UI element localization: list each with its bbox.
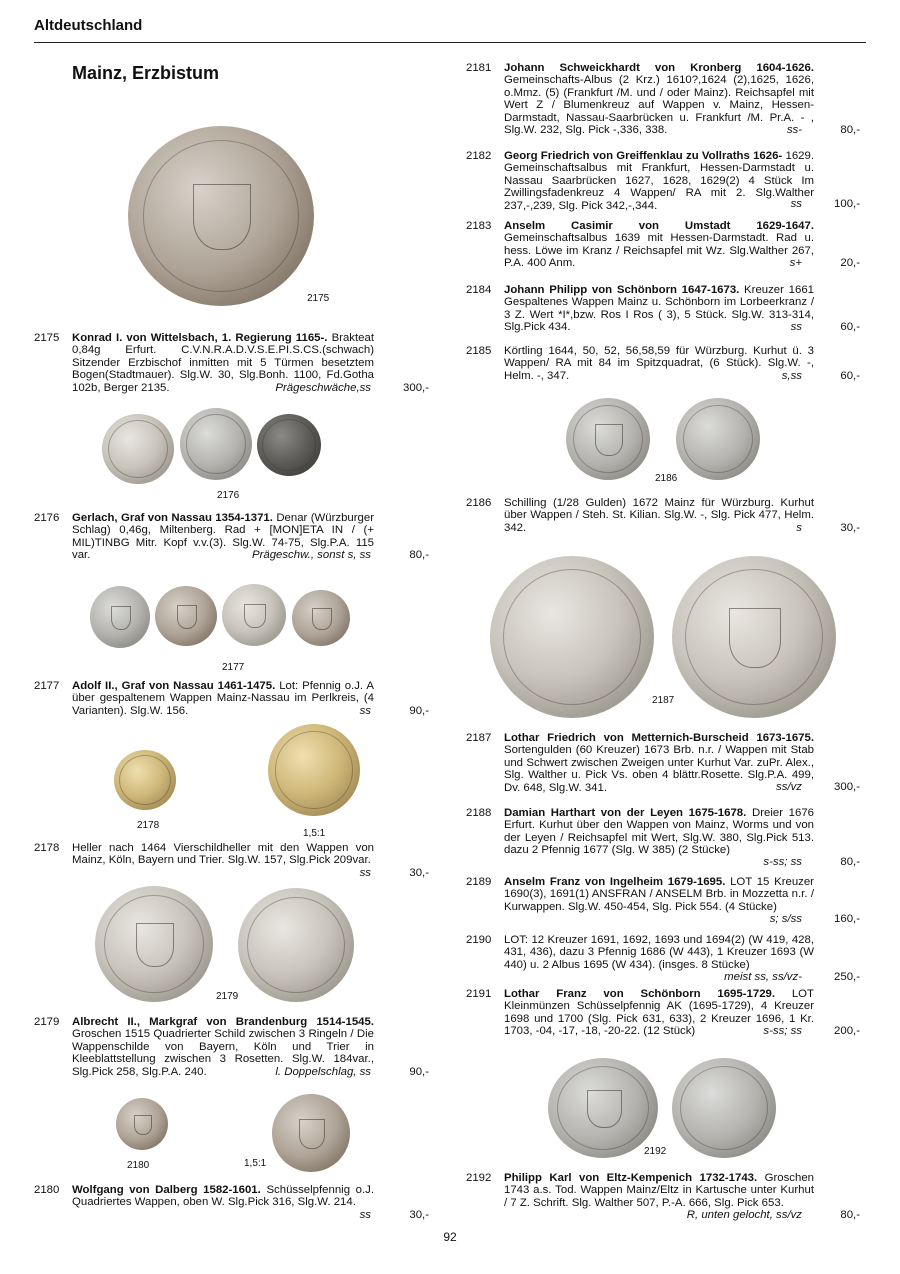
lot-ruler: Albrecht II., Markgraf von Brandenburg 1514-1545.	[72, 1016, 374, 1028]
lot-price: 80,-	[840, 856, 860, 868]
lot-number: 2189	[466, 876, 492, 888]
lot-ruler: Konrad I. von Wittelsbach, 1. Regierung 1165-.	[72, 332, 328, 344]
lot-description: Körtling 1644, 50, 52, 56,58,59 für Würzburg. Kurhut ü. 3 Wappen/ RA mit 84 im Spitzquadrat, (6 Stück). Slg.W. -, Helm. -, 347.	[504, 345, 814, 382]
lot-condition: ss	[359, 1209, 371, 1221]
lot-condition: ss	[359, 705, 371, 717]
lot-2187	[466, 732, 860, 797]
lot-number: 2177	[34, 680, 60, 692]
lot-price: 200,-	[834, 1025, 860, 1037]
lot-price: 30,-	[409, 1209, 429, 1221]
lot-ruler: Lothar Friedrich von Metternich-Burscheid 1673-1675.	[504, 732, 814, 744]
lot-description: Gemeinschaftsalbus 1639 mit Hessen-Darmstadt. Rad u. hess. Löwe im Kranz / Reichsapfel mit Wz. Slg.Walther 267, P.A. 400 Anm.	[504, 232, 814, 270]
lot-description: LOT 15 Kreuzer 1690(3), 1691(1) ANSFRAN / ANSELM Brb. in Mozzetta n.r. / Kurwappen. Slg.W. 450-454, Slg. Pick 554. (4 Stücke)	[504, 876, 814, 913]
lot-2188	[466, 807, 860, 872]
lot-2185	[466, 345, 860, 385]
lot-number: 2180	[34, 1184, 60, 1196]
lot-description: Schilling (1/28 Gulden) 1672 Mainz für Würzburg. Kurhut über Wappen / Steh. St. Kilian. Slg.W. -, Slg. Pick 477, Helm. 342.	[504, 497, 814, 534]
lot-2180	[34, 1184, 429, 1224]
lot-description: Brakteat 0,84g Erfurt. C.V.N.R.A.D.V.S.E.PI.S.CS.(schwach) Sitzender Erzbischof inmitten mit 5 Türmen besetztem Bogen(Stadtmauer). Slg.W. 30, Slg.Bonh. 1100, Fd.Gotha 102b, Berger 2135.	[72, 332, 374, 394]
lot-2176	[34, 512, 429, 564]
lot-description: Lot: Pfennig o.J. A über gespaltenem Wappen Mainz-Nassau im Perlkreis, (4 Varianten). Slg.W. 156.	[72, 680, 374, 717]
lot-number: 2187	[466, 732, 492, 744]
photo-caption-2177: 2177	[222, 662, 245, 673]
coin-image-2177-c	[222, 584, 286, 646]
lot-condition: s	[796, 522, 802, 534]
lot-ruler: Philipp Karl von Eltz-Kempenich 1732-1743.	[504, 1172, 758, 1184]
lot-condition: meist ss, ss/vz-	[724, 971, 802, 983]
lot-price: 90,-	[409, 1066, 429, 1078]
lot-price: 80,-	[409, 549, 429, 561]
lot-2181	[466, 62, 860, 139]
lot-2177	[34, 680, 429, 720]
photo-caption-2178: 2178	[137, 820, 160, 831]
lot-2182	[466, 150, 860, 215]
lot-2192	[466, 1172, 860, 1224]
lot-description: LOT Kleinmünzen Schüsselpfennig AK (1695-1729), 4 Kreuzer 1698 und 1700 (Slg. Pick 631, 633), 2 Kreuzer 1696, 1 Kr. 1703, -04, -17, -18, -20-22. (12 Stück)	[504, 988, 814, 1038]
coin-image-2187-obverse	[490, 556, 654, 718]
coin-image-2186-reverse	[676, 398, 760, 480]
photo-caption-2176: 2176	[217, 490, 240, 501]
lot-condition: l. Doppelschlag, ss	[275, 1066, 371, 1078]
lot-price: 90,-	[409, 705, 429, 717]
lot-description: Dreier 1676 Erfurt. Kurhut über den Wappen von Mainz, Worms und von der Leyen / Reichsapfel mit Wert, Slg.W. 380, Slg.Pick 513. dazu 2 Pfennig 1677 (Slg. W 385) (2 Stücke)	[504, 807, 814, 857]
lot-description: LOT: 12 Kreuzer 1691, 1692, 1693 und 1694(2) (W 419, 428, 431, 436), dazu 3 Pfennig 1686 (W 443), 1 Kreuzer 1693 (W 440) u. 2 Albus 1695 (W 434). (insges. 8 Stücke)	[504, 934, 814, 971]
lot-condition: Prägeschwäche,ss	[275, 382, 371, 394]
lot-number: 2190	[466, 934, 492, 946]
photo-caption-2179: 2179	[216, 991, 239, 1002]
lot-number: 2175	[34, 332, 60, 344]
lot-price: 300,-	[834, 781, 860, 793]
lot-price: 300,-	[403, 382, 429, 394]
lot-number: 2181	[466, 62, 492, 74]
lot-2183	[466, 220, 860, 272]
lot-2179	[34, 1016, 429, 1081]
coin-image-2192-reverse	[672, 1058, 776, 1158]
coin-image-2179-reverse	[238, 888, 354, 1002]
lot-description: Gemeinschafts-Albus (2 Krz.) 1610?,1624 (2),1625, 1626, o.Mmz. (5) (Frankfurt /M. und / oder Mainz). Reichsapfel mit Wert Z / Blumenkreuz auf Wappen v. Mainz, Hessen-Darmstadt, Nassau-Saarbrücken u. Frankfurt /M. Pr.A. - , Slg.W. 232, Slg. Pick -,336, 338.	[504, 74, 814, 137]
lot-condition: ss-	[786, 124, 802, 136]
coin-image-2175	[128, 126, 314, 306]
lot-2191	[466, 988, 860, 1040]
lot-ruler: Anselm Casimir von Umstadt 1629-1647.	[504, 220, 814, 232]
lot-ruler: Lothar Franz von Schönborn 1695-1729.	[504, 988, 776, 1000]
lot-number: 2176	[34, 512, 60, 524]
lot-description: Schüsselpfennig o.J. Quadriertes Wappen, oben W. Slg.Pick 316, Slg.W. 214.	[72, 1184, 374, 1209]
photo-caption-2186: 2186	[655, 473, 678, 484]
lot-condition: s; s/ss	[769, 913, 802, 925]
lot-ruler: Damian Harthart von der Leyen 1675-1678.	[504, 807, 747, 819]
lot-ruler: Adolf II., Graf von Nassau 1461-1475.	[72, 680, 276, 692]
lot-number: 2179	[34, 1016, 60, 1028]
lot-price: 60,-	[840, 321, 860, 333]
lot-condition: Prägeschw., sonst s, ss	[251, 549, 371, 561]
lot-number: 2183	[466, 220, 492, 232]
photo-scale-2178: 1,5:1	[303, 828, 326, 839]
lot-ruler: Georg Friedrich von Greiffenklau zu Vollraths 1626-	[504, 150, 783, 162]
coin-image-2180-large	[272, 1094, 350, 1172]
lot-number: 2188	[466, 807, 492, 819]
lot-price: 80,-	[840, 1209, 860, 1221]
lot-price: 160,-	[834, 913, 860, 925]
lot-description: Denar (Würzburger Schlag) 0,46g, Miltenberg. Rad + [MON]ETA IN / (+ MIL)TINBG Mitr. Kopf v.v.(3). Slg.W. 74-75, Slg.P.A. 115 var.	[72, 512, 375, 562]
coin-image-2176-b	[180, 408, 252, 480]
photo-caption-2187: 2187	[652, 695, 675, 706]
lot-2184	[466, 284, 860, 336]
coin-image-2176-c	[257, 414, 321, 476]
coin-image-2177-b	[155, 586, 217, 646]
lot-condition: R, unten gelocht, ss/vz	[686, 1209, 802, 1221]
lot-2175	[34, 332, 429, 397]
lot-2190	[466, 934, 860, 986]
lot-condition: ss	[359, 867, 371, 879]
coin-image-2192-obverse	[548, 1058, 658, 1158]
lot-price: 20,-	[840, 257, 860, 269]
lot-price: 30,-	[409, 867, 429, 879]
region-header: Altdeutschland	[34, 17, 143, 34]
lot-description: Heller nach 1464 Vierschildheller mit den Wappen von Mainz, Köln, Bayern und Trier. Slg.W. 157, Slg.Pick 209var.	[72, 842, 374, 867]
lot-description: Sortengulden (60 Kreuzer) 1673 Brb. n.r. / Wappen mit Stab und Schwert zwischen Zweigen unter Kurhut Var. zuPr. Alex., Slg. Walther u. Pick Vs. oben 4 blättr.Rosette. Slg.P.A. 499, Dv. 648, Slg.W. 341.	[504, 744, 814, 794]
coin-image-2187-reverse	[672, 556, 836, 718]
photo-caption-2175: 2175	[307, 293, 330, 304]
lot-number: 2191	[466, 988, 492, 1000]
lot-condition: s,ss	[781, 370, 802, 382]
lot-ruler: Gerlach, Graf von Nassau 1354-1371.	[72, 512, 273, 524]
lot-description: 1629. Gemeinschaftsalbus mit Frankfurt, Hessen-Darmstadt u. Nassau Saarbrücken 1627, 1628, 1629(2) 4 Stück Im Zwillingsfadenkreuz 4 Wappen/ RA mit 2. Slg.Walther 237,-,239, Slg. Pick 342,-,344.	[504, 150, 814, 212]
lot-number: 2192	[466, 1172, 492, 1184]
photo-caption-2192: 2192	[644, 1146, 667, 1157]
lot-number: 2185	[466, 345, 492, 357]
lot-price: 60,-	[840, 370, 860, 382]
lot-number: 2178	[34, 842, 60, 854]
section-title: Mainz, Erzbistum	[72, 63, 220, 83]
photo-scale-2180: 1,5:1	[244, 1158, 267, 1169]
lot-price: 80,-	[840, 124, 860, 136]
lot-condition: ss/vz	[776, 781, 802, 793]
lot-ruler: Wolfgang von Dalberg 1582-1601.	[72, 1184, 261, 1196]
lot-2178	[34, 842, 429, 882]
lot-condition: s-ss; ss	[763, 1025, 802, 1037]
coin-image-2178-large	[268, 724, 360, 816]
lot-condition: ss	[790, 198, 802, 210]
lot-condition: ss	[790, 321, 802, 333]
photo-caption-2180: 2180	[127, 1160, 150, 1171]
lot-number: 2182	[466, 150, 492, 162]
lot-condition: s-ss; ss	[763, 856, 802, 868]
lot-description: Groschen 1515 Quadrierter Schild zwischen 3 Ringeln / Die Wappenschilde von Bayern, Köln und Trier in Kleeblattstellung zwischen 3 Rosetten. Slg.W. 184var., Slg.Pick 258, Slg.P.A. 240.	[72, 1028, 374, 1078]
coin-image-2177-a	[90, 586, 150, 648]
lot-condition: s+	[789, 257, 802, 269]
lot-description: Kreuzer 1661 Gespaltenes Wappen Mainz u. Schönborn im Lorbeerkranz / 3 Z. Wert *I*,bzw. Ros I Ros ( 3), 5 Stück. Slg.W. 313-314, Slg.Pick 434.	[504, 284, 814, 334]
coin-image-2177-d	[292, 590, 350, 646]
lot-price: 30,-	[840, 522, 860, 534]
lot-2186	[466, 497, 860, 537]
coin-image-2180-small	[116, 1098, 168, 1150]
coin-image-2178-small	[114, 750, 176, 810]
lot-ruler: Johann Schweickhardt von Kronberg 1604-1626.	[504, 62, 814, 74]
coin-image-2179-obverse	[95, 886, 213, 1002]
header-rule	[34, 42, 866, 43]
lot-price: 100,-	[834, 198, 860, 210]
lot-number: 2186	[466, 497, 492, 509]
lot-price: 250,-	[834, 971, 860, 983]
page-number: 92	[443, 1230, 457, 1244]
lot-ruler: Anselm Franz von Ingelheim 1679-1695.	[504, 876, 726, 888]
coin-image-2176-a	[102, 414, 174, 484]
lot-2189	[466, 876, 860, 928]
coin-image-2186-obverse	[566, 398, 650, 480]
lot-ruler: Johann Philipp von Schönborn 1647-1673.	[504, 284, 740, 296]
lot-description: Groschen 1743 a.s. Tod. Wappen Mainz/Eltz in Kartusche unter Kurhut / 7 Z. Schrift. Slg. Walther 507, P.-A. 666, Slg. Pick 653.	[504, 1172, 814, 1209]
lot-number: 2184	[466, 284, 492, 296]
